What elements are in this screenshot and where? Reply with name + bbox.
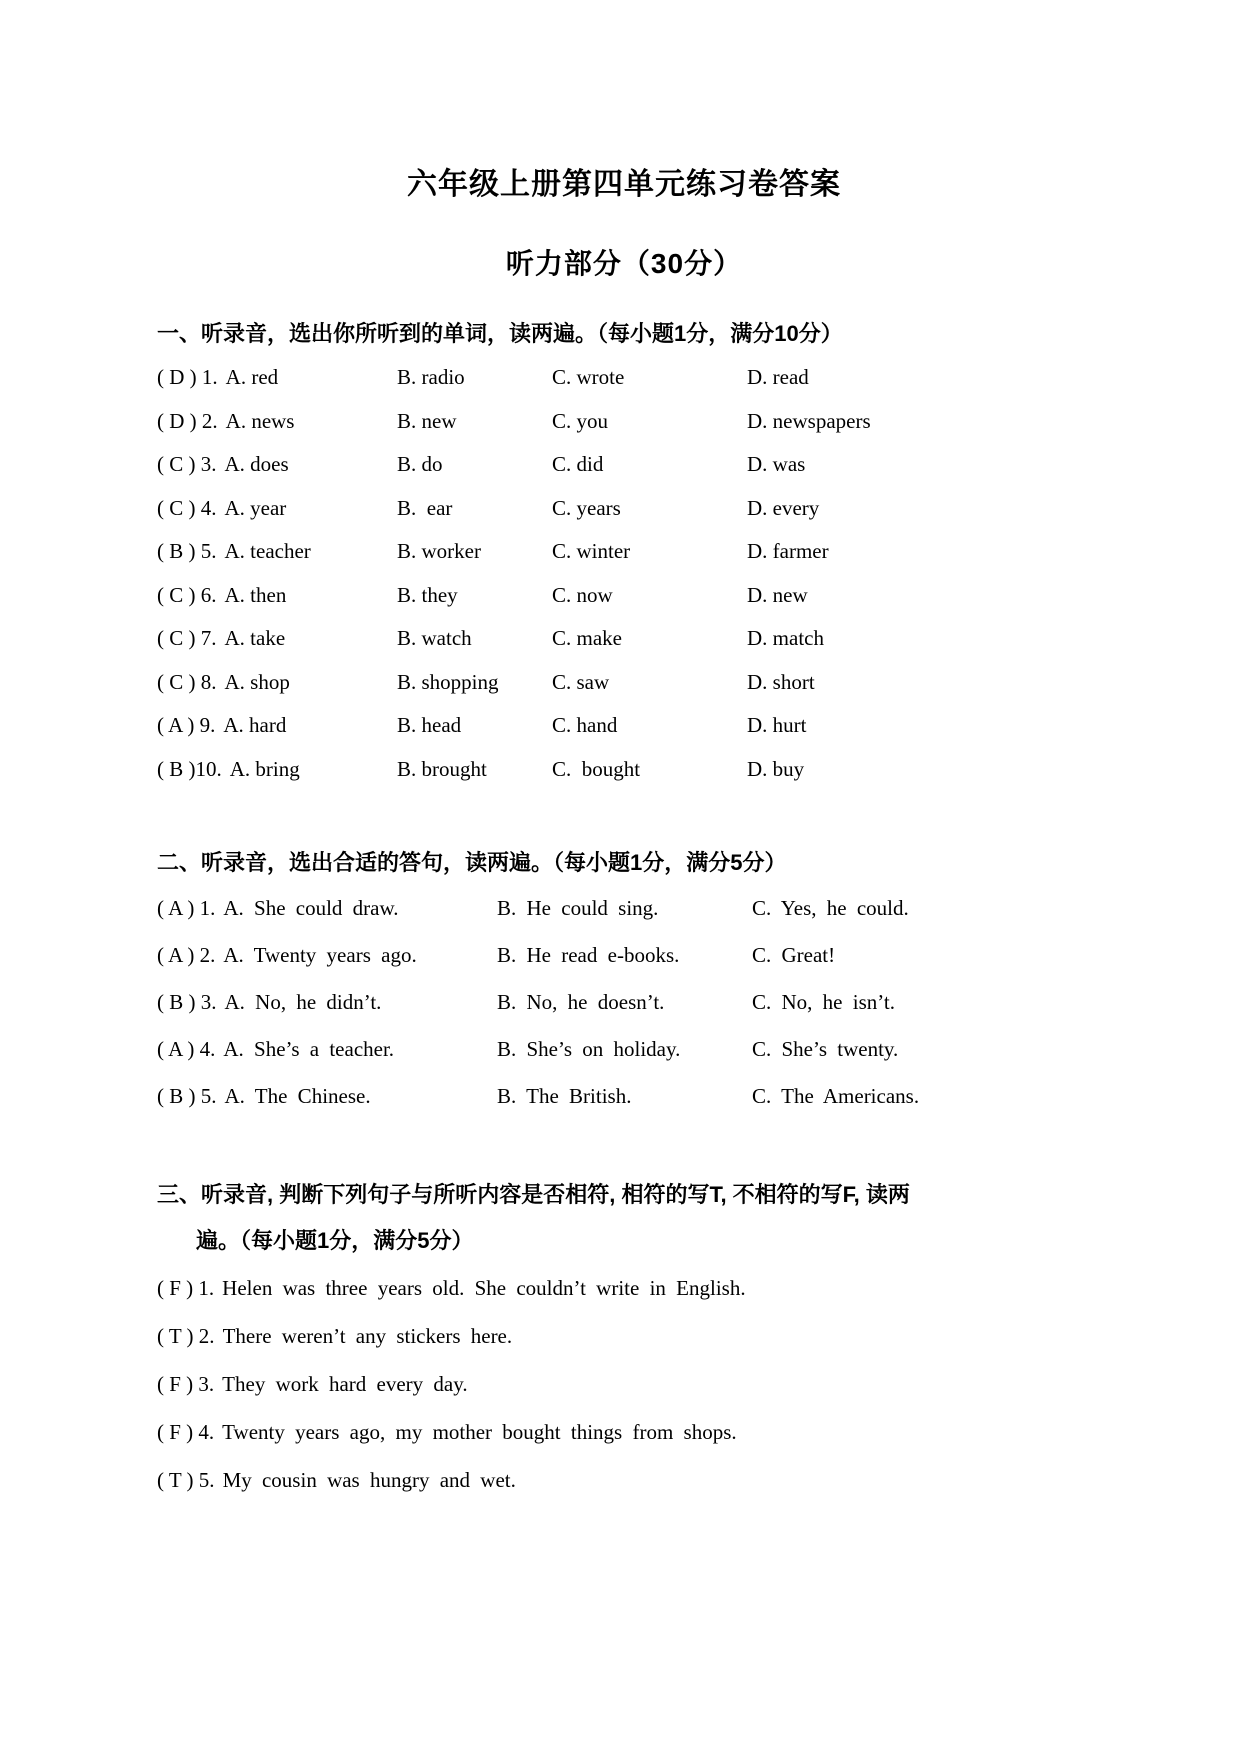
option-b: B. She’s on holiday.	[497, 1037, 681, 1061]
option-cell	[397, 574, 552, 618]
option-b: B. No, he doesn’t.	[497, 990, 665, 1014]
answer-label: ( C ) 6.	[157, 582, 217, 607]
option-a: A. She could draw.	[223, 896, 399, 920]
option-cell	[397, 400, 552, 444]
option-c: C. bought	[552, 756, 641, 781]
option-cell	[552, 443, 747, 487]
option-b: B. shopping	[397, 669, 499, 694]
option-cell	[552, 704, 747, 748]
option-cell	[747, 530, 1091, 574]
option-cell	[157, 1073, 497, 1120]
option-cell	[552, 574, 747, 618]
answer-label: ( A ) 4.	[157, 1037, 216, 1061]
option-a: A. then	[224, 582, 287, 607]
option-cell	[752, 1073, 1091, 1120]
option-b: B. He could sing.	[497, 896, 659, 920]
option-b: B. do	[397, 452, 443, 476]
option-cell	[552, 661, 747, 705]
option-a: A. teacher	[224, 539, 311, 563]
option-cell	[497, 1026, 752, 1073]
question-row	[157, 1026, 1091, 1073]
question-row	[157, 1073, 1091, 1120]
option-cell	[747, 356, 1091, 400]
answer-label: ( A ) 9.	[157, 713, 216, 737]
option-d: D. read	[747, 365, 809, 389]
option-cell	[747, 574, 1091, 618]
section3-question-list	[157, 1264, 1091, 1504]
option-d: D. short	[747, 669, 815, 694]
option-cell	[397, 661, 552, 705]
answer-label: ( B ) 3.	[157, 990, 217, 1014]
question-row	[157, 530, 1091, 574]
option-d: D. match	[747, 626, 824, 650]
option-a: A. hard	[223, 713, 287, 737]
option-b: B. new	[397, 408, 457, 433]
statement-text: They work hard every day.	[222, 1372, 468, 1396]
answer-label: ( C ) 4.	[157, 495, 217, 520]
option-cell	[397, 487, 552, 531]
option-cell	[497, 979, 752, 1026]
option-a: A. The Chinese.	[224, 1084, 371, 1108]
option-cell	[397, 748, 552, 792]
option-cell	[497, 932, 752, 979]
option-b: B. radio	[397, 365, 465, 389]
option-cell	[747, 704, 1091, 748]
statement-row	[157, 1312, 1091, 1360]
option-cell	[552, 748, 747, 792]
option-cell	[157, 1026, 497, 1073]
statement-text: There weren’t any stickers here.	[222, 1324, 513, 1348]
option-cell	[157, 400, 397, 444]
question-row	[157, 704, 1091, 748]
option-cell	[397, 443, 552, 487]
statement-row	[157, 1264, 1091, 1312]
option-a: A. shop	[224, 669, 290, 694]
option-c: C. No, he isn’t.	[752, 990, 895, 1014]
statement-row	[157, 1408, 1091, 1456]
answer-label: ( B ) 5.	[157, 539, 217, 563]
answer-label: ( F ) 1.	[157, 1276, 215, 1300]
listening-section-title: 听力部分（30分）	[505, 248, 743, 279]
answer-label: ( F ) 3.	[157, 1372, 215, 1396]
option-cell	[552, 530, 747, 574]
option-cell	[157, 748, 397, 792]
option-cell	[397, 530, 552, 574]
option-d: D. hurt	[747, 713, 807, 737]
option-c: C. Great!	[752, 943, 836, 967]
statement-text: Twenty years ago, my mother bought things from shops.	[222, 1420, 737, 1444]
option-d: D. newspapers	[747, 408, 871, 433]
option-cell	[157, 704, 397, 748]
section3-heading	[157, 1172, 1091, 1264]
statement-text: Helen was three years old. She couldn’t write in English.	[222, 1276, 746, 1300]
answer-label: ( B )10.	[157, 756, 222, 781]
option-c: C. you	[552, 408, 609, 433]
option-cell	[157, 932, 497, 979]
question-row	[157, 487, 1091, 531]
option-d: D. was	[747, 452, 806, 476]
answer-label: ( T ) 2.	[157, 1324, 215, 1348]
option-d: D. every	[747, 495, 820, 520]
option-cell	[747, 748, 1091, 792]
question-row	[157, 979, 1091, 1026]
option-c: C. now	[552, 582, 613, 607]
option-b: B. they	[397, 582, 458, 607]
option-cell	[552, 400, 747, 444]
option-a: A. news	[225, 408, 295, 433]
option-a: A. bring	[229, 756, 300, 781]
option-cell	[752, 932, 1091, 979]
answer-label: ( B ) 5.	[157, 1084, 217, 1108]
option-b: B. brought	[397, 756, 487, 781]
answer-label: ( D ) 1.	[157, 365, 218, 389]
statement-row	[157, 1360, 1091, 1408]
section1-question-list	[157, 356, 1091, 791]
option-cell	[497, 1073, 752, 1120]
question-row	[157, 885, 1091, 932]
answer-label: ( C ) 3.	[157, 452, 217, 476]
option-c: C. She’s twenty.	[752, 1037, 899, 1061]
option-cell	[157, 979, 497, 1026]
option-cell	[157, 617, 397, 661]
question-row	[157, 748, 1091, 792]
option-cell	[552, 487, 747, 531]
option-cell	[752, 979, 1091, 1026]
option-cell	[747, 443, 1091, 487]
option-b: B. He read e-books.	[497, 943, 680, 967]
option-a: A. Twenty years ago.	[223, 943, 417, 967]
option-cell	[497, 885, 752, 932]
option-a: A. No, he didn’t.	[224, 990, 382, 1014]
option-a: A. She’s a teacher.	[223, 1037, 395, 1061]
option-cell	[157, 487, 397, 531]
section3-heading-line2: 遍。（每小题1分，满分5分）	[196, 1228, 474, 1253]
question-row	[157, 574, 1091, 618]
option-cell	[157, 574, 397, 618]
question-row	[157, 661, 1091, 705]
section1-heading: 一、听录音，选出你所听到的单词，读两遍。（每小题1分，满分10分）	[157, 321, 843, 346]
option-a: A. red	[225, 365, 279, 389]
option-cell	[747, 617, 1091, 661]
question-row	[157, 932, 1091, 979]
option-c: C. saw	[552, 669, 610, 694]
option-c: C. Yes, he could.	[752, 896, 909, 920]
option-a: A. year	[224, 495, 287, 520]
option-cell	[752, 1026, 1091, 1073]
option-cell	[747, 487, 1091, 531]
option-c: C. make	[552, 626, 622, 650]
option-b: B. head	[397, 713, 462, 737]
option-c: C. hand	[552, 713, 618, 737]
option-cell	[552, 356, 747, 400]
option-c: C. wrote	[552, 365, 625, 389]
answer-label: ( C ) 8.	[157, 669, 217, 694]
option-d: D. new	[747, 582, 808, 607]
question-row	[157, 617, 1091, 661]
option-cell	[397, 617, 552, 661]
option-c: C. did	[552, 452, 604, 476]
page-title: 六年级上册第四单元练习卷答案	[407, 168, 841, 201]
option-b: B. ear	[397, 495, 453, 520]
question-row	[157, 400, 1091, 444]
option-a: A. does	[224, 452, 289, 476]
statement-text: My cousin was hungry and wet.	[222, 1468, 516, 1492]
answer-label: ( C ) 7.	[157, 626, 217, 650]
option-cell	[157, 530, 397, 574]
option-cell	[157, 885, 497, 932]
option-cell	[552, 617, 747, 661]
section3-heading-line1: 三、听录音, 判断下列句子与所听内容是否相符, 相符的写T, 不相符的写F, 读两	[157, 1182, 910, 1207]
option-cell	[747, 661, 1091, 705]
option-d: D. buy	[747, 756, 805, 781]
option-cell	[157, 356, 397, 400]
option-c: C. The Americans.	[752, 1084, 920, 1108]
option-a: A. take	[224, 626, 286, 650]
answer-label: ( A ) 2.	[157, 943, 216, 967]
answer-label: ( F ) 4.	[157, 1420, 215, 1444]
option-c: C. years	[552, 495, 621, 520]
option-cell	[397, 704, 552, 748]
section2-heading: 二、听录音，选出合适的答句，读两遍。（每小题1分，满分5分）	[157, 850, 787, 875]
option-b: B. worker	[397, 539, 481, 563]
answer-label: ( D ) 2.	[157, 408, 218, 433]
option-cell	[157, 661, 397, 705]
option-b: B. The British.	[497, 1084, 632, 1108]
question-row	[157, 356, 1091, 400]
option-b: B. watch	[397, 626, 472, 650]
answer-label: ( T ) 5.	[157, 1468, 215, 1492]
option-cell	[397, 356, 552, 400]
option-d: D. farmer	[747, 539, 829, 563]
option-cell	[157, 443, 397, 487]
answer-label: ( A ) 1.	[157, 896, 216, 920]
statement-row	[157, 1456, 1091, 1504]
option-cell	[752, 885, 1091, 932]
question-row	[157, 443, 1091, 487]
option-cell	[747, 400, 1091, 444]
option-c: C. winter	[552, 539, 631, 563]
section2-question-list	[157, 885, 1091, 1120]
